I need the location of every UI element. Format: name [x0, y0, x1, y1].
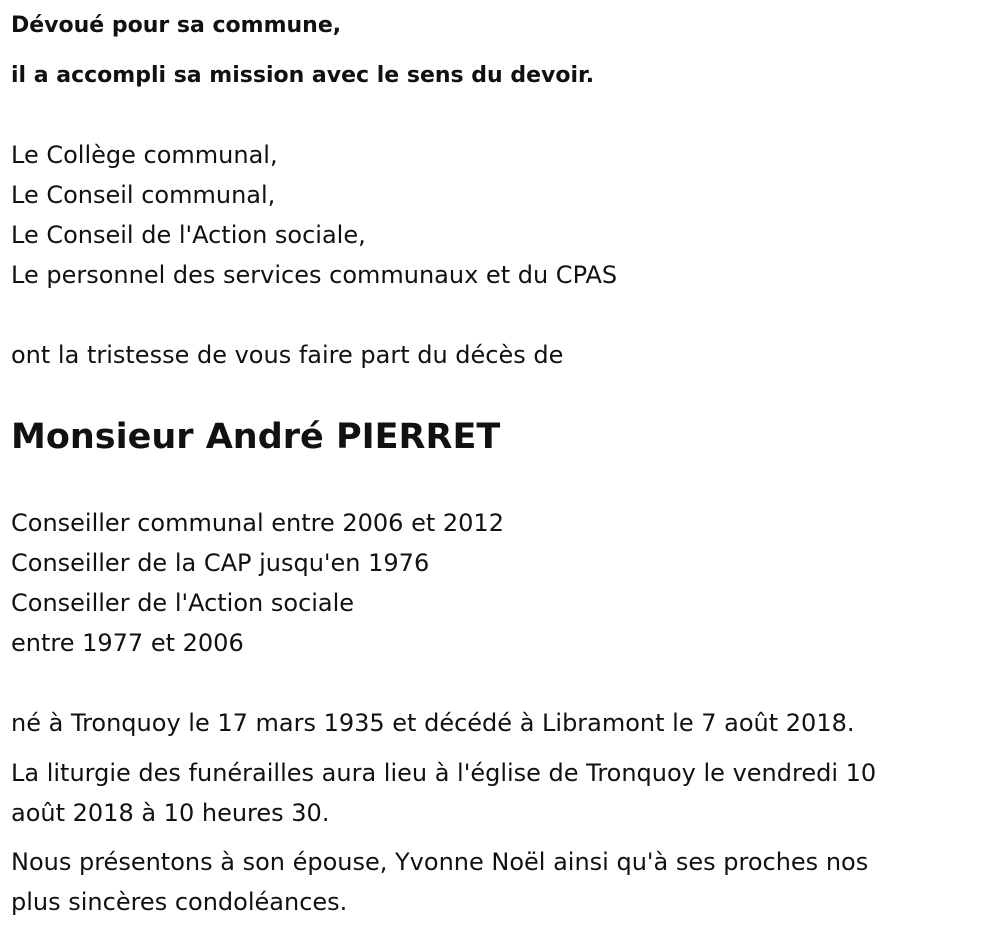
institution-college: Le Collège communal,: [11, 141, 278, 169]
institution-staff: Le personnel des services communaux et du CPAS: [11, 261, 618, 289]
deceased-name: Monsieur André PIERRET: [11, 417, 501, 457]
intro-line-2: il a accompli sa mission avec le sens du devoir.: [11, 63, 595, 88]
role-cap-councillor: Conseiller de la CAP jusqu'en 1976: [11, 549, 430, 577]
role-municipal-councillor: Conseiller communal entre 2006 et 2012: [11, 509, 504, 537]
role-social-action-dates: entre 1977 et 2006: [11, 629, 244, 657]
announcement-text: ont la tristesse de vous faire part du décès de: [11, 341, 564, 369]
intro-line-1: Dévoué pour sa commune,: [11, 13, 342, 38]
role-social-action-councillor: Conseiller de l'Action sociale: [11, 589, 355, 617]
funeral-details-line-2: août 2018 à 10 heures 30.: [11, 799, 330, 827]
birth-death-details: né à Tronquoy le 17 mars 1935 et décédé à Libramont le 7 août 2018.: [11, 709, 855, 737]
institution-council: Le Conseil communal,: [11, 181, 276, 209]
funeral-details-line-1: La liturgie des funérailles aura lieu à l'église de Tronquoy le vendredi 10: [11, 759, 877, 787]
institution-social-action: Le Conseil de l'Action sociale,: [11, 221, 366, 249]
condolences-line-1: Nous présentons à son épouse, Yvonne Noël ainsi qu'à ses proches nos: [11, 848, 869, 876]
condolences-line-2: plus sincères condoléances.: [11, 888, 348, 916]
